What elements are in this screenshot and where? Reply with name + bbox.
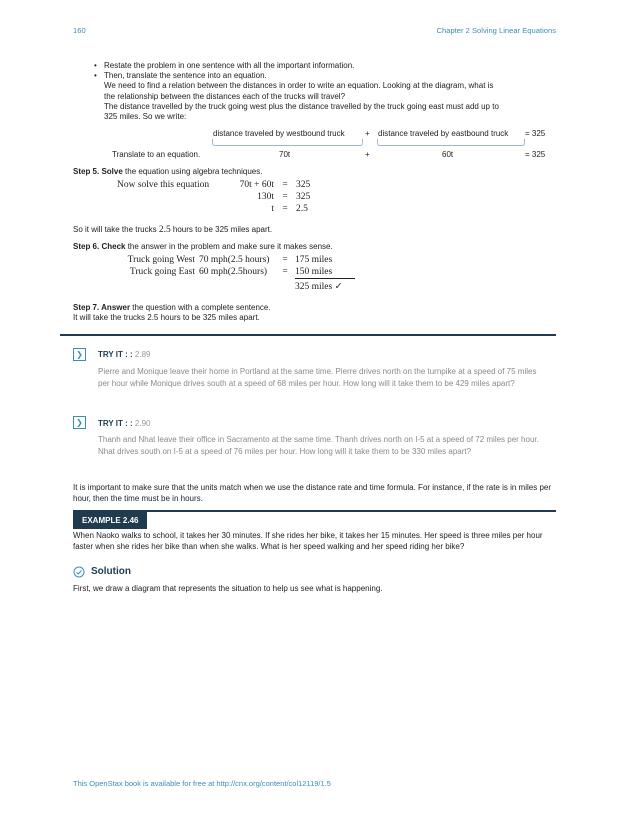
- step7-heading: Step 7. Answer the question with a complete sentence.: [73, 303, 271, 312]
- step5-conclusion: So it will take the trucks 2.5 hours to be 325 miles apart.: [73, 225, 273, 235]
- solve-steps: 70t + 60t = 325 130t = 325 t = 2.5: [239, 180, 311, 214]
- bullet-list: [94, 61, 564, 122]
- footer-text: This OpenStax book is available for free at http://cnx.org/content/col12119/1.5: [73, 779, 331, 788]
- try-it-heading: TRY IT : : 2.90: [98, 419, 151, 428]
- solution-heading: Solution: [91, 566, 131, 577]
- example-banner: [73, 510, 556, 529]
- total-value: = 325: [525, 150, 546, 159]
- west-term: 70t: [279, 150, 291, 159]
- list-item: • Then, translate the sentence into an equation. We need to find a relation between the distances in order to write an equation. Looking at the diagram, what is the relationship between the distances each of the trucks will travel? The distance travelled by the truck going west plus the distance travelled by the truck going east must add up to 325 miles. So we write:: [94, 71, 564, 122]
- westbound-bracket: [212, 139, 363, 146]
- step7-answer: It will take the trucks 2.5 hours to be 325 miles apart.: [73, 313, 260, 322]
- eastbound-bracket: [377, 139, 525, 146]
- units-note: It is important to make sure that the units match when we use the distance rate and time formula. For instance, if the rate is in miles per hour, then the time must be in hours.: [73, 483, 551, 503]
- westbound-distance-label: distance traveled by westbound truck: [213, 129, 345, 138]
- solution-text: First, we draw a diagram that represents the situation to help us see what is happening.: [73, 584, 383, 593]
- solve-label: Now solve this equation: [117, 180, 210, 190]
- try-it-text: Pierre and Monique leave their home in Portland at the same time. Pierre drives north on the turnpike at a speed of 75 miles per hour while Monique drives south at a speed of 68 miles per hour. How long will it take them to be 429 miles apart?: [98, 367, 537, 388]
- check-circle-icon: [73, 566, 85, 578]
- plus-sign: +: [365, 129, 370, 138]
- translate-label: Translate to an equation.: [112, 150, 201, 159]
- chapter-title: Chapter 2 Solving Linear Equations: [436, 26, 556, 35]
- try-it-heading: TRY IT : : 2.89: [98, 350, 151, 359]
- try-it-text: Thanh and Nhat leave their office in Sacramento at the same time. Thanh drives north on I-5 at a speed of 72 miles per hour. Nhat drives south on I-5 at a speed of 76 miles per hour. How long will it take them to be 330 miles apart?: [98, 435, 539, 456]
- section-divider: [60, 334, 556, 336]
- example-text: When Naoko walks to school, it takes her 30 minutes. If she rides her bike, it takes her 15 minutes. Her speed is three miles per hour faster when she rides her bike than when she walks. What is her speed walking and her speed riding her bike?: [73, 531, 543, 551]
- list-item: • Restate the problem in one sentence with all the important information.: [94, 61, 564, 71]
- east-term: 60t: [442, 150, 454, 159]
- check-table: Truck going West 70 mph(2.5 hours) = 175 miles Truck going East 60 mph(2.5hours) = 150 miles 325 miles ✓: [117, 255, 355, 292]
- example-tag: EXAMPLE 2.46: [73, 512, 147, 529]
- chevron-right-icon[interactable]: ❯: [73, 348, 86, 361]
- page-number: 160: [73, 26, 86, 35]
- step5-heading: Step 5. Solve the equation using algebra techniques.: [73, 167, 263, 176]
- eastbound-distance-label: distance traveled by eastbound truck: [378, 129, 509, 138]
- chevron-right-icon[interactable]: ❯: [73, 416, 86, 429]
- total-distance: = 325: [525, 129, 546, 138]
- step6-heading: Step 6. Check the answer in the problem and make sure it makes sense.: [73, 242, 333, 251]
- plus-sign: +: [365, 150, 370, 159]
